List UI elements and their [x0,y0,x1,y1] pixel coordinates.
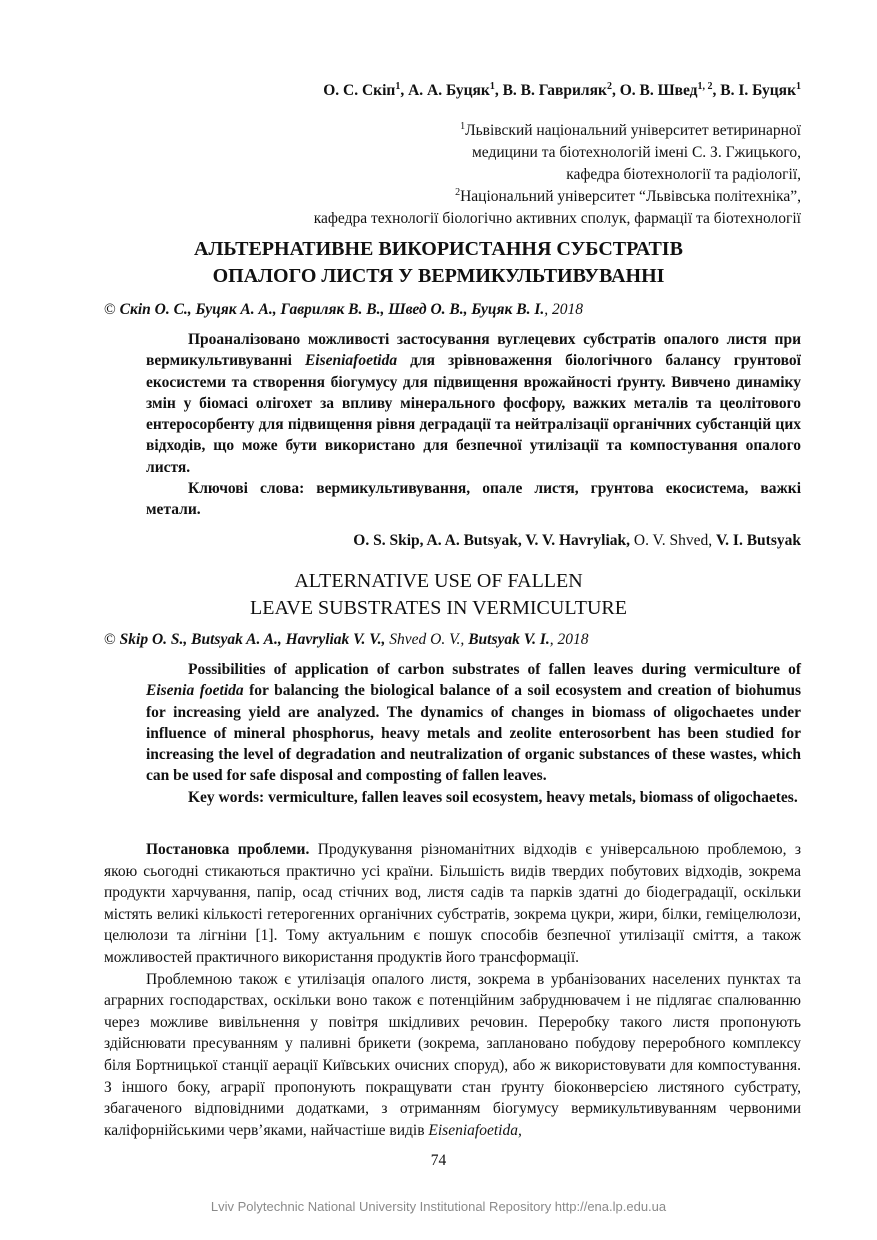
title-line-1: ALTERNATIVE USE OF FALLEN [294,570,583,592]
affiliation-2-line-2: кафедра технології біологічно активних сполук, фармації та біотехнології [313,210,801,227]
page-number: 74 [430,1152,447,1169]
paragraph-text: Продукування різноманітних відходів є універсальною проблемою, з якою сьогодні стикаються практично усі країни. Більшість видів твердих побутових відходів, зокрема продукти харчування, папір, осад стічних вод, листя садів та парків здатні до біодеградації, оскільки містять великі кількості гетерогенних органічних субстратів, зокрема цукри, жири, білки, геміцелюлози, целюлози та лігніни [1]. Тому актуальним є пошук способів безпечної утилізації сміття, а також можливостей практичного використання продуктів його трансформації. [104,841,801,966]
author-name: O. S. Skip [353,532,420,549]
affiliation-text: Національний університет “Львівська політехніка”, [460,188,801,205]
species-name: Eiseniafoetida, [428,1121,522,1139]
author-name: О. В. Швед [619,82,698,99]
affiliations [314,120,801,230]
copyright-year: , 2018 [549,631,589,648]
separator: , [517,532,526,549]
abstract-english [146,659,801,808]
repository-footer: Lviv Polytechnic National University Institutional Repository http://ena.lp.edu.ua [210,1199,667,1214]
copyright-symbol: © [104,301,120,318]
title-english [80,568,797,622]
abstract-part: Проаналізовано можливості застосування вуглецевих субстратів опалого листя при вермикультивуванні [146,331,801,370]
author-name: В. В. Гавриляк [502,82,607,99]
author-name: A. A. Butsyak [426,532,518,549]
abstract-part: Possibilities of application of carbon substrates of fallen leaves during vermiculture of [188,661,801,678]
abstract-text [146,659,801,787]
species-name: Eisenia foetida [146,682,244,700]
affiliation-marker: 1 [796,80,801,92]
separator: , [708,532,716,549]
title-ukrainian [80,236,797,290]
body-paragraph-1 [104,839,801,969]
affiliation-marker: 1, 2 [697,80,713,92]
affiliation-marker: 1 [489,80,495,92]
author-name: А. А. Буцяк [408,82,490,99]
abstract-part: для зрівноваження біологічного балансу грунтової екосистеми та створення біогумусу для підвищення врожайності ґрунту. Вивчено динаміку змін у біомасі олігохет за впливу мінерального фосфору, важких металів та цеолітового ентеросорбенту для підвищення рівня деградації та нейтралізації органічних субстанцій цих відходів, що може бути використано для безпечної утилізації та компостування опалого листя. [146,352,801,476]
affiliation-2-line-1 [314,186,801,208]
title-line-2: ОПАЛОГО ЛИСТЯ У ВЕРМИКУЛЬТИВУВАННІ [212,265,665,287]
copyright-names: Skip O. S., Butsyak A. A., Havryliak V. V., [119,631,386,648]
author-name: О. С. Скіп [323,82,396,99]
keywords-ukrainian: Ключові слова: вермикультивування, опале листя, грунтова екосистема, важкі метали. [146,480,801,519]
copyright-name-plain: Shved O. V., [385,631,465,648]
abstract-part: for balancing the biological balance of a soil ecosystem and creation of biohumus for increasing yield are analyzed. The dynamics of changes in biomass of oligochaetes under influence of mineral phosphorus, heavy metals and zeolite enterosorbent has been studied for increasing the level of degradation and neutralization of organic substances of these wastes, which can be used for safe disposal and composting of fallen leaves. [146,682,801,785]
affiliation-marker: 1 [395,80,401,92]
body-text [104,839,801,1141]
author-name: V. I. Butsyak [715,532,801,549]
author-name: В. І. Буцяк [720,82,796,99]
authors-english [353,532,801,550]
abstract-ukrainian [146,329,801,521]
separator: , [419,532,427,549]
affiliation-1-line-2: медицини та біотехнологій імені С. З. Гжицького, [471,144,801,161]
author-name: V. V. Havryliak [525,532,627,549]
title-line-1: АЛЬТЕРНАТИВНЕ ВИКОРИСТАННЯ СУБСТРАТІВ [194,238,683,260]
affiliation-1-line-1 [314,120,801,142]
copyright-ukrainian [104,301,583,319]
affiliation-marker: 2 [455,186,461,198]
affiliation-marker: 1 [460,120,466,132]
copyright-year: , 2018 [544,301,583,318]
copyright-name: Butsyak V. I. [464,631,550,648]
affiliation-1-line-3: кафедра біотехнології та радіології, [566,166,801,183]
author-name: O. V. Shved [633,532,709,549]
section-heading: Постановка проблеми. [146,841,310,858]
keywords-english: Key words: vermiculture, fallen leaves soil ecosystem, heavy metals, biomass of oligochaetes. [188,788,798,806]
authors-ukrainian: О. С. Скіп$^1$, А. А. Буцяк$^1$, В. В. Гавриляк$^2$, О. В. Швед$^{1, 2}$, В. І. Буцяк$^1$ [323,80,801,99]
copyright-english [104,631,589,649]
copyright-symbol: © [104,631,120,648]
copyright-names: Скіп О. С., Буцяк А. А., Гавриляк В. В., Швед О. В., Буцяк В. І. [119,301,545,318]
separator: , [626,532,634,549]
affiliation-marker: 2 [606,80,612,92]
affiliation-text: Львівский національний університет ветиринарної [465,122,801,139]
species-name: Eiseniafoetida [304,352,398,370]
paragraph-text: Проблемною також є утилізація опалого листя, зокрема в урбанізованих населених пунктах та аграрних господарствах, оскільки воно також є потенційним забруднювачем і не підлягає спалюванню через можливе вивільнення у повітря шкідливих речовин. Переробку такого листя пропонують здійснювати пресуванням у паливні брикети (зокрема, заплановано побудову переробного комплексу біля Бортницької станції аерації Київських очисних споруд), або ж використовувати для компостування. З іншого боку, аграрії пропонують покращувати стан ґрунту біоконверсією листяного субстрату, збагаченого відповідними додатками, з отриманням біогумусу вермикультивуванням червоними каліфорнійськими черв’яками, найчастіше видів [104,970,801,1139]
abstract-text [146,329,801,478]
body-paragraph-2 [104,969,801,1142]
title-line-2: LEAVE SUBSTRATES IN VERMICULTURE [250,597,627,619]
